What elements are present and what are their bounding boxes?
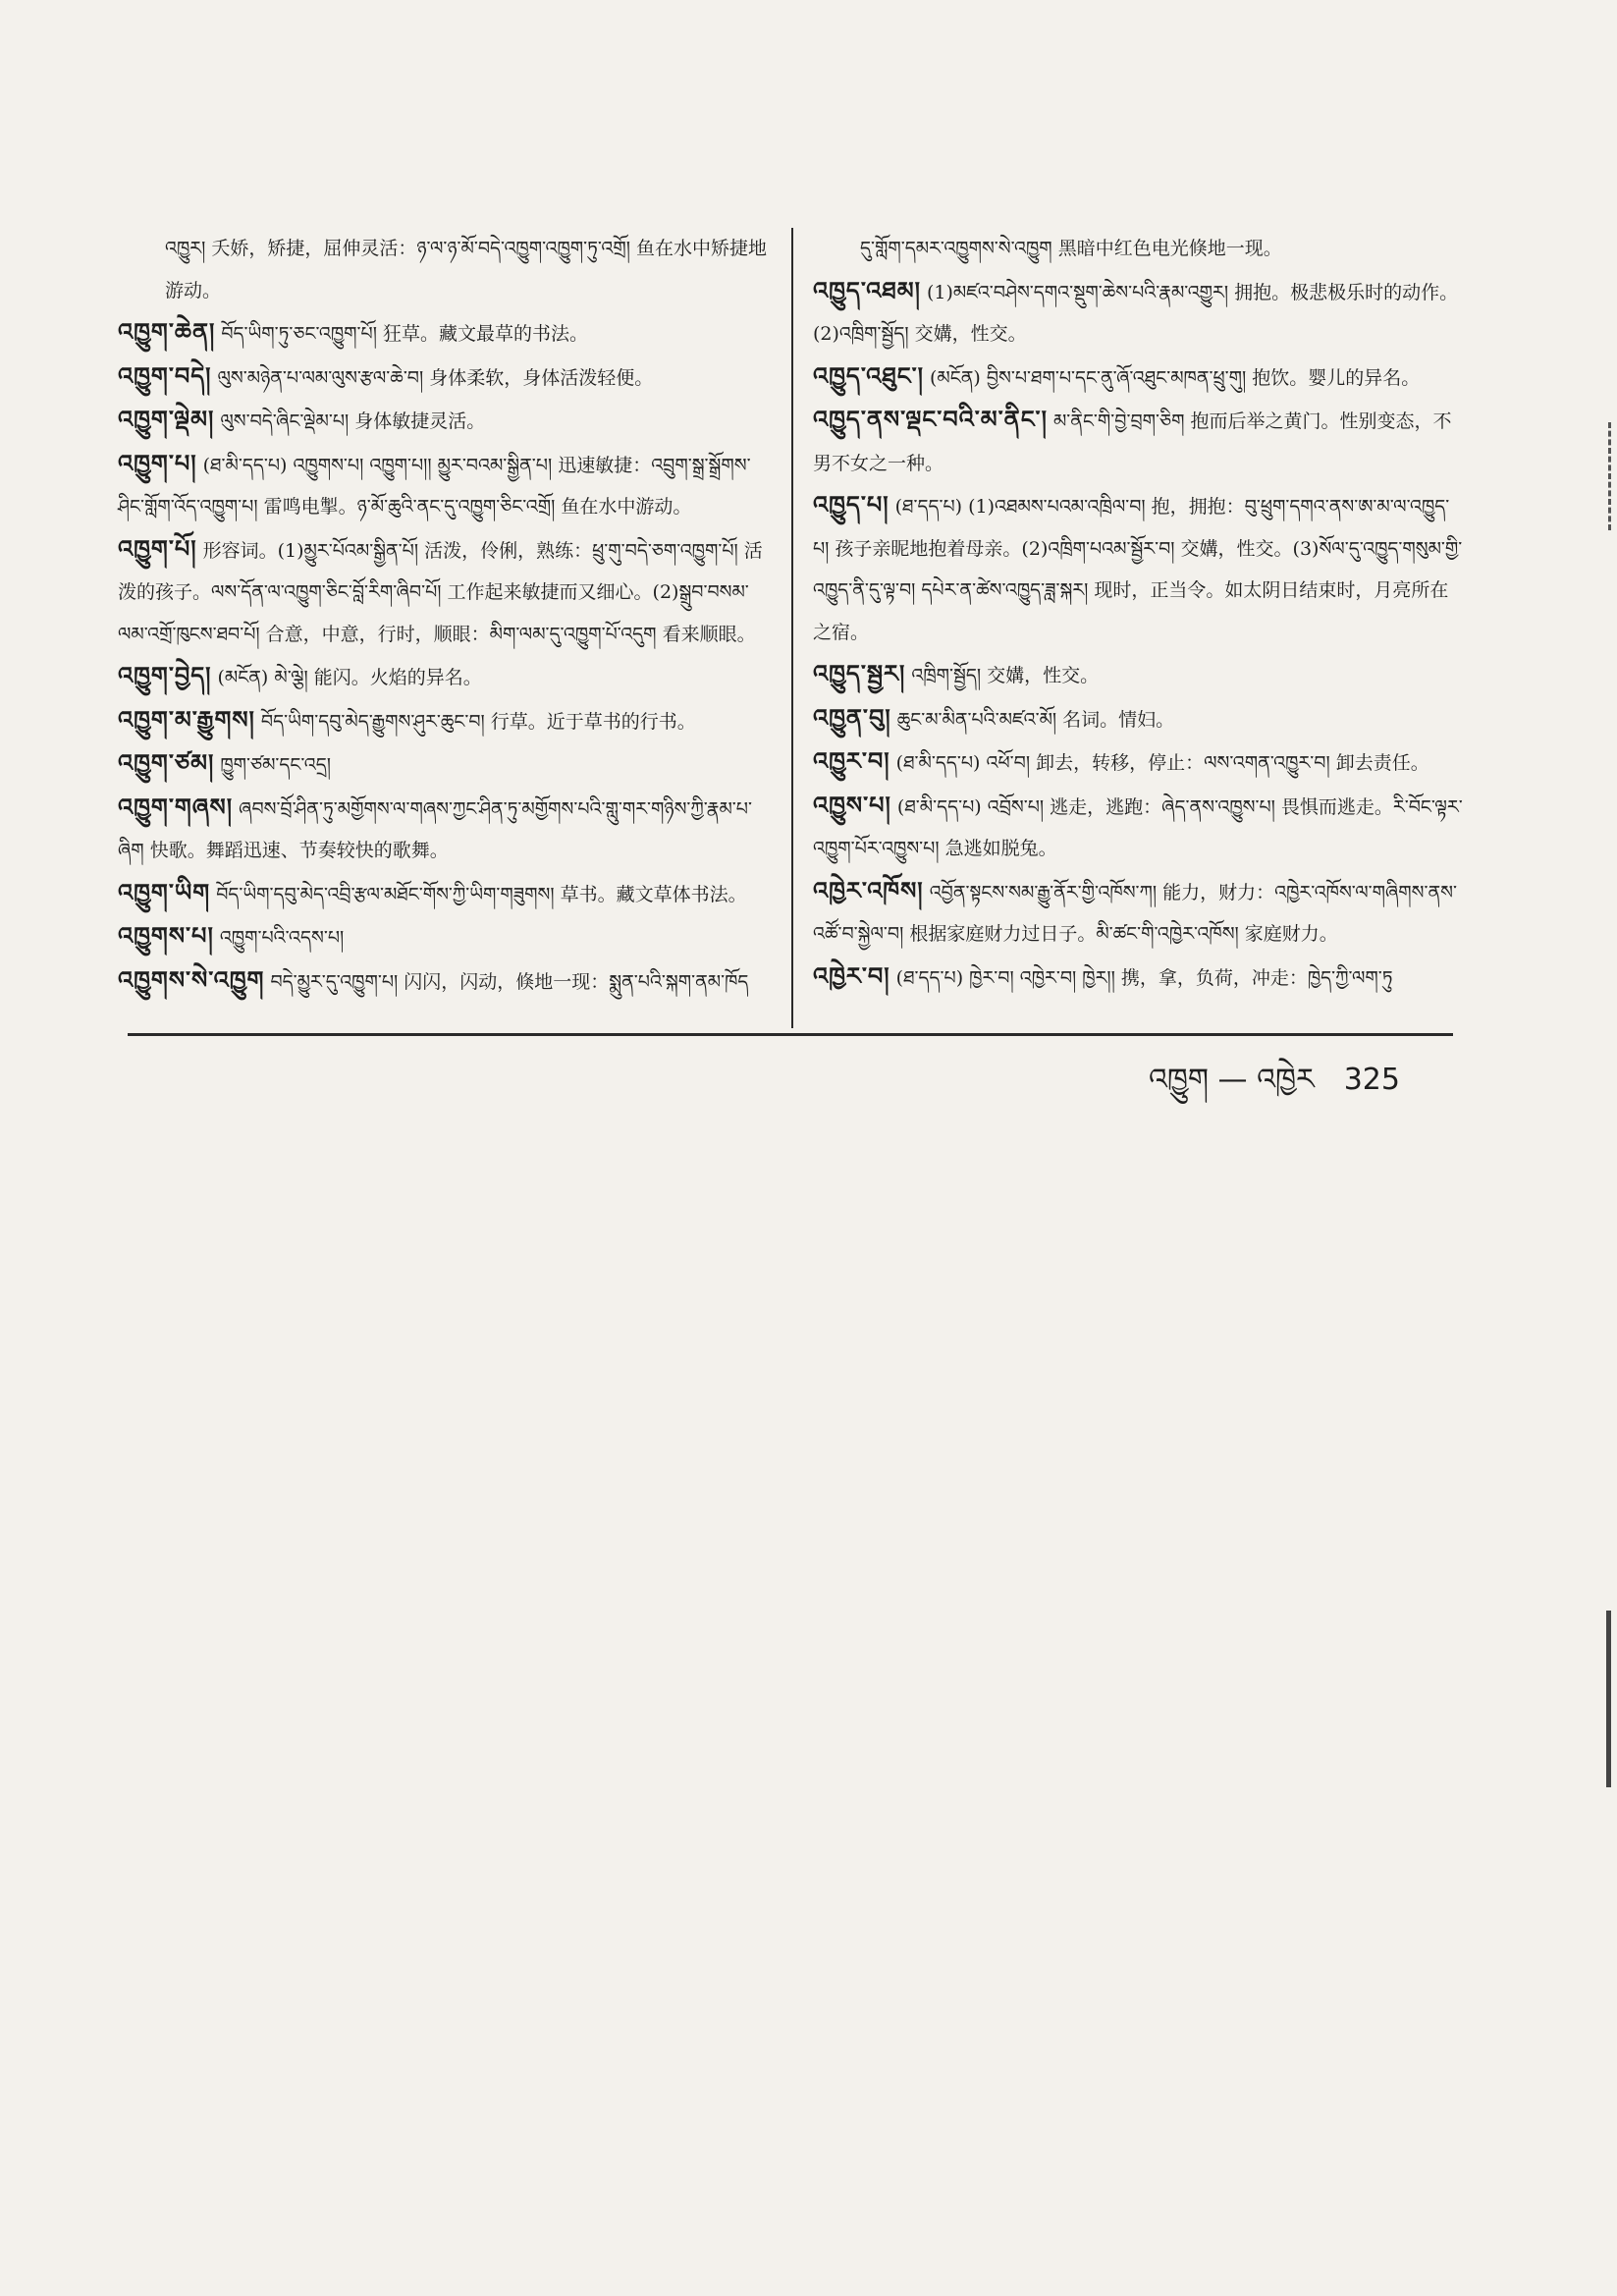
dictionary-entry — [813, 399, 1463, 484]
entry-definition: བདེ་མྱུར་དུ་འཁྱུག་པ། 闪闪，闪动，倏地一现：སྨུན་པའི་སྐག་ནམ་ཁོད — [270, 970, 749, 993]
headword: འཁྱུགས་སེ་འཁྱུག — [118, 965, 265, 994]
dictionary-entry — [813, 740, 1463, 785]
entry-definition: ཆུང་མ་མིན་པའི་མཛའ་མོ། 名词。情妇。 — [896, 708, 1175, 731]
dictionary-entry — [813, 653, 1463, 697]
right-column — [813, 228, 1463, 999]
headword: འཁྱུག་མ་རྒྱུགས། — [118, 705, 255, 734]
entry-definition: ཞབས་བྲོ་ཤིན་ཏུ་མགྱོགས་ལ་གཞས་ཀྱང་ཤིན་ཏུ་མགྱོགས་པའི་གླུ་གར་གཉིས་ཀྱི་རྣམ་པ་ཞིག 快歌。舞蹈迅速、节奏较快的歌舞。 — [118, 797, 752, 861]
headword: འཁྱེར་འཁོས། — [813, 876, 924, 904]
dictionary-entry — [118, 311, 771, 355]
headword: འཁྱུག་བདེ། — [118, 361, 212, 390]
entry-definition: (ཐ་དད་པ) (1)འཐམས་པའམ་འཁྲིལ་བ། 抱，拥抱：བུ་ཕྲུག་དགའ་ནས་ཨ་མ་ལ་འཁྱུད་པ། 孩子亲昵地抱着母亲。(2)འཁྲིག་པའམ་སྦྱོར་བ། 交媾，性交。(3)སོལ་དུ་འཁྱུད་གསུམ་གྱི་འཁྱུད་ནི་དུ་ལྟ་བ། དཔེར་ན་ཚེས་འཁྱུད་ཟླ་སྐར། 现时，正当令。如太阴日结束时，月亮所在之宿。 — [813, 496, 1463, 643]
headword: འཁྱུག་པོ། — [118, 534, 197, 563]
dictionary-entry — [118, 915, 771, 959]
headword: འཁྱུན་བུ། — [813, 703, 891, 732]
entry-definition: (ཐ་མི་དད་པ) འཁྱུགས་པ། འཁྱུག་པ།། མྱུར་བའམ་སྒྱིན་པ། 迅速敏捷：འབྲུག་སྒྲ་སྒྲོགས་ཤིང་གློག་འོད་འཁྱུག་པ། 雷鸣电掣。ཉ་མོ་ཆུའི་ནང་དུ་འཁྱུག་ཅིང་འགྲོ། 鱼在水中游动。 — [118, 454, 751, 518]
entry-definition: འཁྲིག་སྦྱོད། 交媾，性交。 — [911, 665, 1100, 686]
headword: འཁྱུགས་པ། — [118, 922, 214, 950]
running-header-range: འཁྱུག — འཁྱེར — [1149, 1063, 1315, 1097]
dictionary-entry — [118, 742, 771, 787]
headword: འཁྱུད་ནས་ལྡང་བའི་མ་ནིང་། — [813, 406, 1048, 433]
headword: འཁྱུར་བ། — [813, 747, 890, 775]
bottom-rule — [128, 1033, 1453, 1036]
dictionary-entry — [813, 484, 1463, 653]
dictionary-entry — [813, 270, 1463, 355]
scan-edge-bar — [1606, 1611, 1611, 1787]
entry-definition: (མངོན) མེ་ལྕེ། 能闪。火焰的异名。 — [217, 667, 482, 688]
dictionary-entry — [813, 870, 1463, 956]
entry-definition: (ཐ་མི་དད་པ) འབྲོས་པ། 逃走，逃跑：ཞེད་ནས་འཁྱུས་པ། 畏惧而逃走。རི་བོང་ལྟར་འཁྱུག་པོར་འཁྱུས་པ། 急逃如脱兔。 — [813, 795, 1463, 859]
page-footer — [1149, 1047, 1400, 1129]
dictionary-entry — [118, 699, 771, 743]
entry-definition: ལུས་བདེ་ཞིང་ལྡེམ་པ། 身体敏捷灵活。 — [220, 410, 486, 432]
dictionary-entry — [813, 697, 1463, 741]
page-number: 325 — [1343, 1063, 1400, 1097]
headword: འཁྱུད་འཐུང་། — [813, 361, 924, 390]
entry-continuation: དུ་གློག་དམར་འཁྱུགས་སེ་འཁྱུག 黑暗中红色电光倏地一现。 — [860, 238, 1282, 259]
dictionary-entry — [118, 959, 771, 1004]
entry-definition: (ཐ་དད་པ) ཁྱེར་བ། འཁྱེར་བ། ཁྱེར།། 携，拿，负荷，冲走：ཁྱེད་ཀྱི་ལག་ཏུ — [895, 966, 1393, 989]
headword: འཁྱུག་པ། — [118, 449, 197, 477]
headword: འཁྱུག་བྱེད། — [118, 662, 212, 689]
dictionary-entry — [118, 787, 771, 872]
dictionary-entry — [118, 872, 771, 916]
entry-definition: བོད་ཡིག་དབུ་མེད་འབྲི་རྩལ་མཐོང་གོས་ཀྱི་ཡིག་གཟུགས། 草书。藏文草体书法。 — [216, 883, 747, 905]
entry-definition: བོད་ཡིག་དབུ་མེད་རྒྱུགས་ཤུར་ཆུང་བ། 行草。近于草书的行书。 — [260, 710, 696, 733]
headword: འཁྱུས་པ། — [813, 791, 891, 819]
dictionary-entry — [118, 443, 771, 528]
dictionary-entry — [118, 399, 771, 443]
entry-definition: བོད་ཡིག་ཏུ་ཅང་འཁྱུག་པོ། 狂草。藏文最草的书法。 — [221, 323, 588, 345]
entry-definition: འཁྱུག་པའི་འདས་པ། — [219, 927, 345, 949]
entry-definition: (མངོན) བྱིས་པ་ཐག་པ་དང་ནུ་ཞོ་འཐུང་མཁན་ཕྲུ་གུ། 抱饮。婴儿的异名。 — [930, 366, 1421, 389]
scan-edge-marks — [1608, 422, 1617, 530]
entry-definition: ལུས་མཉེན་པ་ལམ་ལུས་རྩལ་ཆེ་བ། 身体柔软，身体活泼轻便。 — [217, 366, 654, 389]
entry-definition: 形容词。(1)མྱུར་པོའམ་སྒྱིན་པོ། 活泼，伶俐，熟练：ཕྲུ་གུ་བདེ་ཅག་འཁྱུག་པོ། 活泼的孩子。ལས་དོན་ལ་འཁྱུག་ཅིང་བློ་རིག་ཞིབ་པོ། 工作起来敏捷而又细心。(2)སྒྲུབ་བསམ་ལམ་འགྲོ་ཁུངས་ཐབ་པོ། 合意，中意，行时，顺眼：མིག་ལམ་དུ་འཁྱུག་པོ་འདུག 看来顺眼。 — [118, 539, 763, 645]
headword: འཁྱུད་འཐམ། — [813, 276, 921, 304]
dictionary-entry — [118, 655, 771, 699]
headword: འཁྱུག་ལྡེམ། — [118, 406, 215, 433]
entry-definition: (1)མཛའ་བཤེས་དགའ་སྡུག་ཆེས་པའི་རྣམ་འགྱུར། 拥抱。极悲极乐时的动作。(2)འཁྲིག་སྦྱོད། 交媾，性交。 — [813, 281, 1459, 345]
headword: འཁྱུག་གཞས། — [118, 793, 234, 821]
headword: འཁྱུག་ཙམ། — [118, 749, 215, 777]
headword: འཁྱུད་སྦྱར། — [813, 660, 906, 687]
column-divider — [791, 228, 793, 1028]
dictionary-entry — [813, 956, 1463, 1000]
headword: འཁྱུག་ཆེན། — [118, 318, 216, 346]
entry-definition: འབྱོན་སྟངས་སམ་རྒྱུ་ནོར་གྱི་འཁོས་ཀ། 能力，财力：འཁྱེར་འཁོས་ལ་གཞིགས་ནས་འཚོ་བ་སྐྱེལ་བ། 根据家庭财力过日子。མི་ཚང་གི་འཁྱེར་འཁོས། 家庭财力。 — [813, 881, 1457, 945]
entry-definition: (ཐ་མི་དད་པ) འཕོ་བ། 卸去，转移，停止：ལས་འགན་འཁྱུར་བ། 卸去责任。 — [895, 752, 1429, 774]
left-column — [118, 228, 771, 1003]
headword: འཁྱེར་བ། — [813, 961, 890, 990]
headword: འཁྱུག་ཡིག — [118, 878, 211, 906]
headword: འཁྱུད་པ། — [813, 491, 889, 519]
entry-definition: མ་ནིང་གི་བྱེ་བྲག་ཅིག 抱而后举之黄门。性别变态，不男不女之一种。 — [813, 410, 1452, 474]
dictionary-entry — [813, 785, 1463, 870]
dictionary-entry — [118, 528, 771, 656]
entry-continuation: འཁྱུར། 夭娇，矫捷，屈伸灵活：ཉ་ལ་ཉ་མོ་བདེ་འཁྱུག་འཁྱུག་ཏུ་འགྲོ། 鱼在水中矫捷地游动。 — [165, 238, 767, 301]
dictionary-entry — [813, 355, 1463, 400]
entry-definition: ཁྱུག་ཙམ་དང་འདྲ། — [220, 754, 331, 776]
dictionary-entry — [118, 355, 771, 400]
